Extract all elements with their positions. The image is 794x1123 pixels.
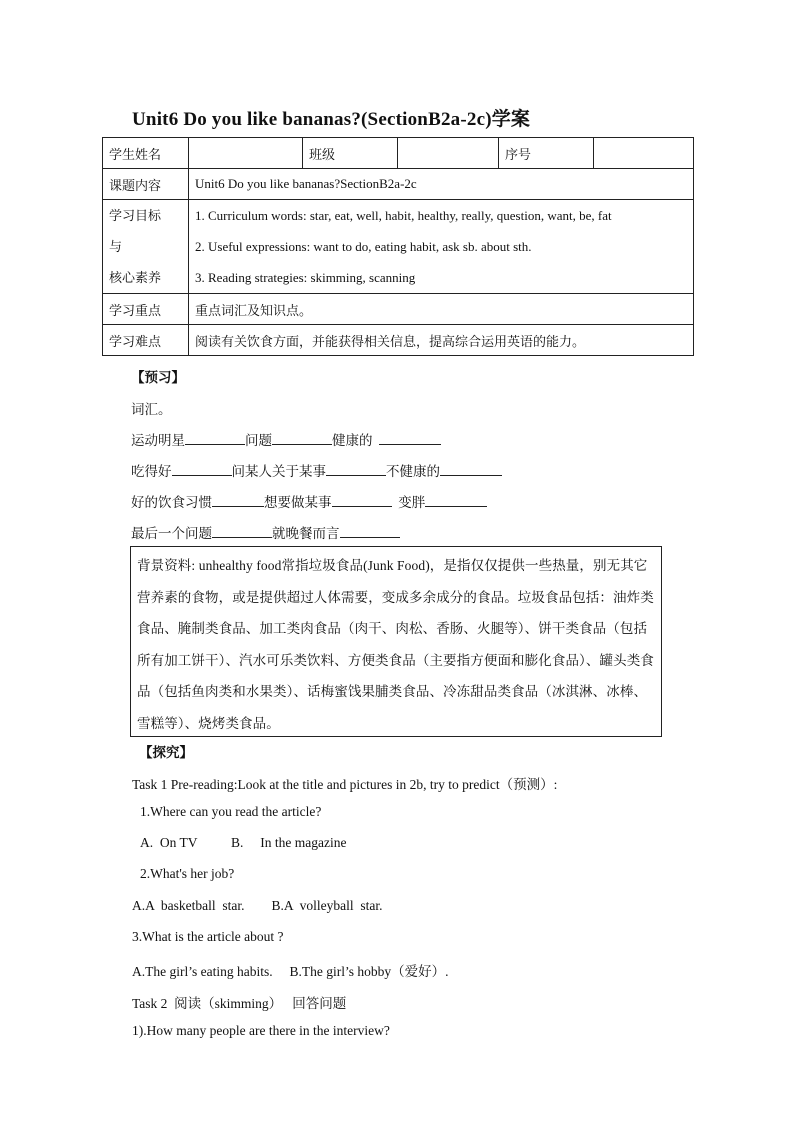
objective-line: 1. Curriculum words: star, eat, well, habit, healthy, really, question, want, be, fat — [195, 208, 612, 223]
vocab-row — [131, 460, 502, 480]
vocab-prompt: 变胖 — [398, 495, 426, 510]
vocab-prompt: 好的饮食习惯 — [131, 495, 212, 510]
vocab-prompt: 运动明星 — [131, 433, 185, 448]
question-1-options: A. On TV B. In the magazine — [140, 835, 347, 850]
key-points-label: 学习重点 — [103, 294, 189, 325]
question-3: 3.What is the article about ? — [132, 929, 284, 944]
vocab-label: 词汇。 — [131, 402, 172, 417]
vocab-row — [131, 429, 441, 449]
objectives-label-line: 与 — [109, 239, 123, 254]
class-field[interactable] — [398, 138, 499, 169]
topic-label: 课题内容 — [103, 169, 189, 200]
table-row-key-points — [103, 294, 694, 325]
vocab-blank[interactable] — [326, 462, 386, 476]
question-3-options: A.The girl’s eating habits. B.The girl’s hobby（爱好）. — [132, 964, 449, 979]
preview-heading: 【预习】 — [131, 370, 185, 385]
student-name-label: 学生姓名 — [103, 138, 189, 169]
seat-field[interactable] — [594, 138, 694, 169]
vocab-blank[interactable] — [172, 462, 232, 476]
objectives-label — [103, 200, 189, 294]
objective-line: 2. Useful expressions: want to do, eating habit, ask sb. about sth. — [195, 239, 532, 254]
vocab-prompt: 问题 — [245, 433, 272, 448]
vocab-blank[interactable] — [440, 462, 502, 476]
vocab-prompt: 最后一个问题 — [131, 526, 212, 541]
question-1: 1.Where can you read the article? — [140, 804, 322, 819]
key-points-value: 重点词汇及知识点。 — [189, 294, 694, 325]
vocab-prompt: 想要做某事 — [264, 495, 332, 510]
explore-heading: 【探究】 — [139, 745, 193, 760]
topic-value: Unit6 Do you like bananas?SectionB2a-2c — [189, 169, 694, 200]
table-row-objectives — [103, 200, 694, 294]
objective-line: 3. Reading strategies: skimming, scanning — [195, 270, 416, 285]
task1-instruction: Task 1 Pre-reading:Look at the title and pictures in 2b, try to predict（预测）: — [132, 777, 558, 792]
vocab-row — [131, 522, 400, 542]
vocab-row — [131, 491, 487, 511]
student-name-field[interactable] — [189, 138, 303, 169]
vocab-prompt: 问某人关于某事 — [231, 464, 326, 479]
info-table — [102, 137, 694, 356]
task2-question-1: 1).How many people are there in the interview? — [132, 1023, 390, 1038]
vocab-blank[interactable] — [272, 431, 332, 445]
background-box: 背景资料: unhealthy food常指垃圾食品(Junk Food)，是指仅仅提供一些热量，别无其它营养素的食物，或是提供超过人体需要，变成多余成分的食品。垃圾食品包括：油炸类食品、腌制类食品、加工类肉食品（肉干、肉松、香肠、火腿等）、饼干类食品（包括所有加工饼干）、汽水可乐类饮料、方便类食品（主要指方便面和膨化食品）、罐头类食品（包括鱼肉类和水果类）、话梅蜜饯果脯类食品、冷冻甜品类食品（冰淇淋、冰棒、雪糕等）、烧烤类食品。 — [130, 546, 662, 737]
table-row-topic — [103, 169, 694, 200]
vocab-prompt: 吃得好 — [131, 464, 172, 479]
vocab-blank[interactable] — [425, 493, 487, 507]
vocab-blank[interactable] — [212, 493, 264, 507]
vocab-blank[interactable] — [340, 524, 400, 538]
question-2-options: A.A basketball star. B.A volleyball star. — [132, 898, 383, 913]
vocab-prompt: 就晚餐而言 — [272, 526, 340, 541]
vocab-blank[interactable] — [212, 524, 272, 538]
seat-label: 序号 — [499, 138, 594, 169]
page-title: Unit6 Do you like bananas?(SectionB2a-2c)学案 — [132, 109, 531, 130]
vocab-blank[interactable] — [332, 493, 392, 507]
vocab-prompt: 健康的 — [332, 433, 373, 448]
question-2: 2.What's her job? — [140, 866, 235, 881]
table-row-student — [103, 138, 694, 169]
difficulties-value: 阅读有关饮食方面，并能获得相关信息，提高综合运用英语的能力。 — [189, 325, 694, 356]
vocab-blank[interactable] — [379, 431, 441, 445]
difficulties-label: 学习难点 — [103, 325, 189, 356]
class-label: 班级 — [303, 138, 398, 169]
objectives-label-line: 核心素养 — [109, 270, 162, 285]
table-row-difficulties — [103, 325, 694, 356]
task2-instruction: Task 2 阅读（skimming） 回答问题 — [132, 996, 347, 1011]
objectives-label-line: 学习目标 — [109, 208, 162, 223]
vocab-prompt: 不健康的 — [386, 464, 440, 479]
objectives-value — [189, 200, 694, 294]
vocab-blank[interactable] — [185, 431, 245, 445]
